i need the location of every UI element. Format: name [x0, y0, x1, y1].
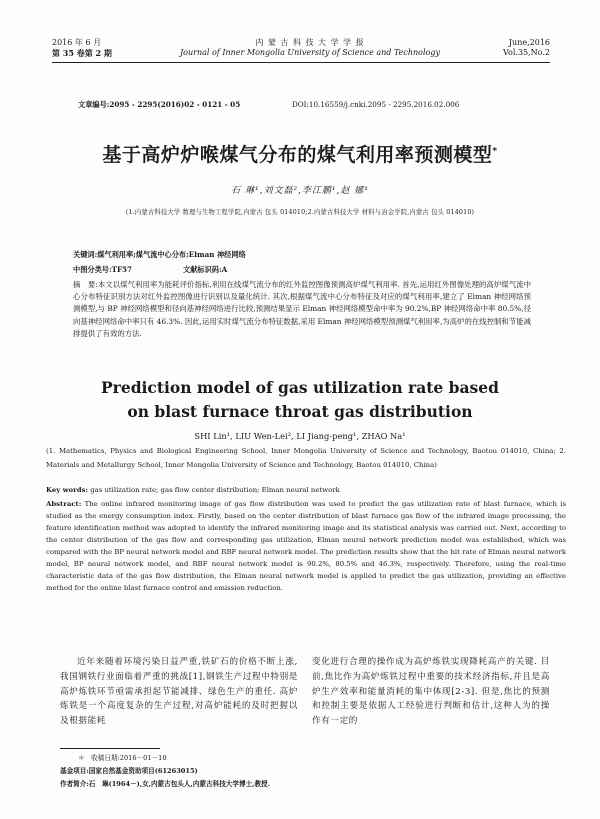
en-abstract-label: Abstract:	[46, 500, 82, 508]
journal-name-en: Journal of Inner Mongolia University of Science and Technology	[179, 48, 441, 57]
en-abstract-text: The online infrared monitoring image of gas flow distribution was used to predict the gas utilization rate of blast furnace, which is studied as the energy consumption index. Firstly, based on the center distribution of blast furnace gas flow of the infrared image processing, the feature identification method was adopted to identify the infrared monitoring image and its statistical analysis was carried out. Next, according to the center distribution of the gas flow and corresponding gas utilization, Elman neural network prediction model was established, which was compared with the BP neural network model and RBF neural network model. The prediction results show that the hit rate of Elman neural network model, BP neural network model, and RBF neural network model is 90.2%, 80.5% and 46.3%, respectively. Therefore, using the real-time characteristic data of the gas flow distribution, the Elman neural network model is applied to predict the gas utilization, providing an effective method for the online blast furnace control and emission reduction.	[46, 500, 566, 592]
en-keywords-text: gas utilization rate; gas flow center distribution; Elman neural network	[90, 486, 340, 494]
doi: DOI:10.16559/j.cnki.2095 - 2295.2016.02.006	[292, 100, 460, 109]
en-title-line2: on blast furnace throat gas distribution	[127, 402, 473, 421]
zh-classification: 中图分类号:TF57	[73, 265, 133, 274]
header-rule	[52, 62, 550, 63]
header-month-en: June,2016	[508, 38, 550, 47]
footnote-received: ＊ 收稿日期:2016－01－10	[78, 754, 167, 762]
zh-document-code: 文献标识码:A	[183, 265, 228, 274]
zh-affiliation: (1.内蒙古科技大学 数理与生物工程学院,内蒙古 包头 014010;2.内蒙古科技大学 材料与冶金学院,内蒙古 包头 014010)	[125, 209, 475, 216]
en-abstract	[46, 498, 566, 636]
journal-name-zh: 内 蒙 古 科 技 大 学 学 报	[255, 38, 365, 47]
footnote-author: 作者简介:石 琳(1964－),女,内蒙古包头人,内蒙古科技大学博士,教授.	[60, 780, 270, 788]
zh-title	[40, 140, 560, 167]
en-keywords	[46, 484, 566, 496]
zh-authors: 石 琳¹,刘文磊²,李江鹏¹,赵 娜¹	[231, 186, 369, 196]
body-right-column: 变化进行合理的操作成为高炉炼铁实现降耗高产的关键. 目前,焦比作为高炉炼铁过程中重要的技术经济指标,并且是高炉生产效率和能量消耗的集中体现[2-3]. 但是,焦比的预测和控制主要是依据人工经验进行判断和估计,这种人为的操作有一定的	[312, 657, 550, 727]
header-volume: 第 35 卷第 2 期	[52, 48, 112, 58]
en-title-line1: Prediction model of gas utilization rate based	[101, 378, 499, 397]
body-left-column: 近年来随着环境污染日益严重,铁矿石的价格不断上涨,我国钢铁行业面临着严重的挑战[1],钢铁生产过程中特别是高炉炼铁环节亟需承担起节能减排、绿色生产的重任. 高炉炼铁是一个高度复杂的生产过程,对高炉能耗的及时把握以及根据能耗	[60, 657, 298, 727]
zh-abstract: 摘 要:本文以煤气利用率为能耗评价指标,利用在线煤气流分布的红外监控图像预测高炉煤气利用率. 首先,运用红外图像处理的高炉煤气流中心分布特征识别方法对红外监控图像进行识别以及量化统计. 其次,根据煤气流中心分布特征及对应的煤气利用率,建立了 Elman 神经网络预测模型,与 BP 神经网络模型和径向基神经网络进行比较,预测结果显示 Elman 神经网络模型命中率为 90.2%,BP 神经网络命中率 80.5%,径向基神经网络命中率只有 46.3%. 因此,运用实时煤气流分布特征数据,采用 Elman 神经网络模型预测煤气利用率,为高炉的在线控制和节能减排提供了有效的方法.	[73, 280, 531, 338]
en-title	[60, 376, 540, 424]
zh-keywords: 关键词:煤气利用率;煤气流中心分布;Elman 神经网络	[73, 250, 246, 259]
footnotes	[60, 752, 540, 791]
zh-title-text: 基于高炉炉喉煤气分布的煤气利用率预测模型	[102, 144, 493, 166]
footnote-fund: 基金项目:国家自然基金资助项目(61263015)	[60, 767, 198, 775]
article-number: 文章编号:2095 - 2295(2016)02 - 0121 - 05	[78, 100, 241, 109]
zh-title-mark: *	[492, 146, 498, 157]
footnote-rule	[60, 748, 160, 749]
en-affiliation: (1. Mathematics, Physics and Biological Engineering School, Inner Mongolia University of Science and Technology, Baotou 014010, China; 2. Materials and Metallurgy School, Inner Mongolia University of Science and Technology, Baotou 014010, China)	[46, 447, 566, 469]
en-authors: SHI Lin¹, LIU Wen-Lei², LI Jiang-peng¹, ZHAO Na¹	[194, 431, 406, 441]
header-date: 2016 年 6 月	[52, 38, 102, 47]
en-keywords-label: Key words:	[46, 486, 89, 494]
header-volume-en: Vol.35,No.2	[503, 48, 550, 57]
